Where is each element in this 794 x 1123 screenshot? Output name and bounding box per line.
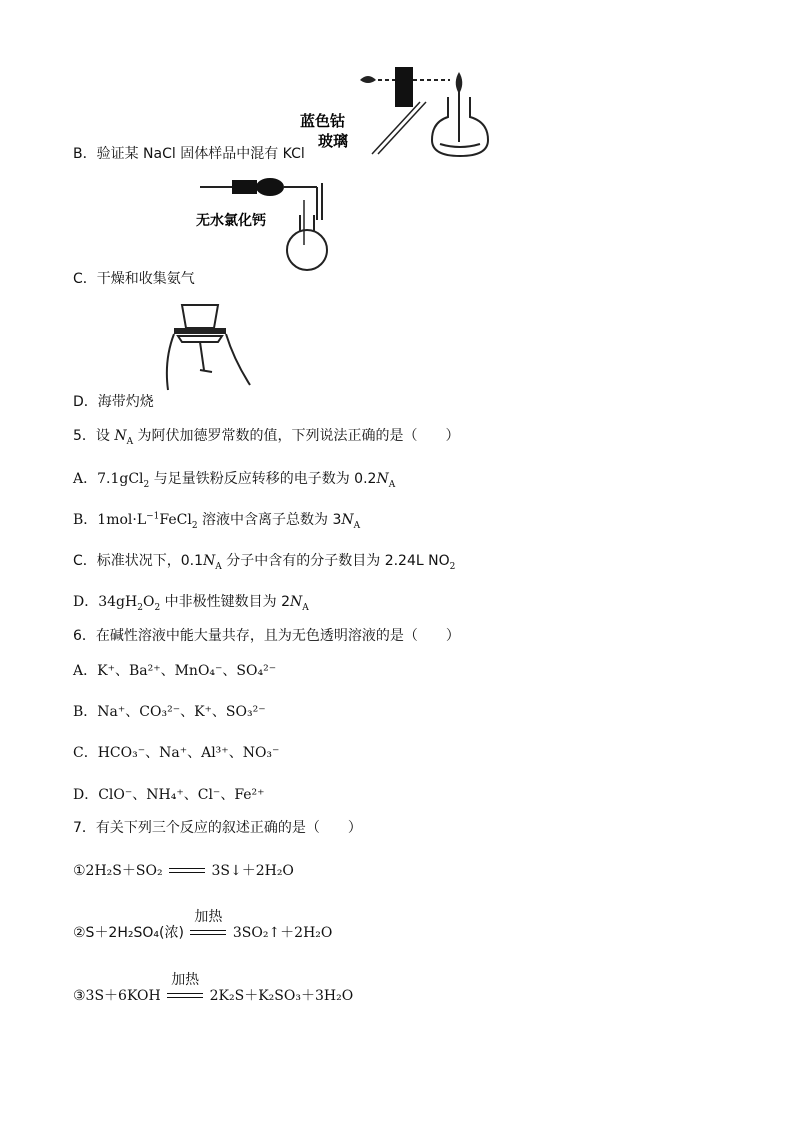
reaction-1: ①2H₂S＋SO₂ 3S↓＋2H₂O <box>73 863 294 879</box>
option-c-4: C．干燥和收集氨气 <box>73 271 195 287</box>
drying-collect-figure <box>192 175 342 275</box>
reaction-2: ②S＋2H₂SO₄(浓) 加热 3SO₂↑＋2H₂O <box>73 909 333 941</box>
option-d-4: D．海带灼烧 <box>73 394 154 410</box>
q6-option-a: A．K⁺、Ba²⁺、MnO₄⁻、SO₄²⁻ <box>73 663 277 679</box>
equals-sign <box>169 866 205 876</box>
equals-sign-heat: 加热 <box>190 928 226 938</box>
seaweed-burning-figure <box>160 300 260 395</box>
flame-test-figure <box>300 62 500 162</box>
option-b-4: B．验证某 NaCl 固体样品中混有 KCl <box>73 146 305 162</box>
figure-label: 玻璃 <box>318 132 349 150</box>
q5-option-a: A．7.1gCl$_2$ 与足量铁粉反应转移的电子数为 $0.2N_A$ <box>73 471 396 490</box>
reaction-3: ③3S＋6KOH 加热 2K₂S＋K₂SO₃＋3H₂O <box>73 972 354 1004</box>
q5-option-c: C．标准状况下，$0.1N_A$ 分子中含有的分子数目为 2.24L $NO_2$ <box>73 553 456 572</box>
q5-option-d: D．$34gH_2O_2$ 中非极性键数目为 $2N_A$ <box>73 594 309 613</box>
question-7: 7．有关下列三个反应的叙述正确的是（ ） <box>73 820 362 836</box>
q6-option-d: D．ClO⁻、NH₄⁺、Cl⁻、Fe²⁺ <box>73 787 265 803</box>
q5-option-b: B．$1mol\cdot L^{-1}FeCl_2$ 溶液中含离子总数为 $3N_A$ <box>73 511 361 531</box>
figure-label: 无水氯化钙 <box>196 213 266 229</box>
equals-sign-heat: 加热 <box>167 991 203 1001</box>
question-5: 5．设 $N_A$ 为阿伏加德罗常数的值，下列说法正确的是（ ） <box>73 428 460 447</box>
q6-option-b: B．Na⁺、CO₃²⁻、K⁺、SO₃²⁻ <box>73 704 266 720</box>
q6-option-c: C．HCO₃⁻、Na⁺、Al³⁺、NO₃⁻ <box>73 745 280 761</box>
figure-label: 蓝色钴 <box>300 112 346 130</box>
question-6: 6．在碱性溶液中能大量共存，且为无色透明溶液的是（ ） <box>73 628 460 644</box>
